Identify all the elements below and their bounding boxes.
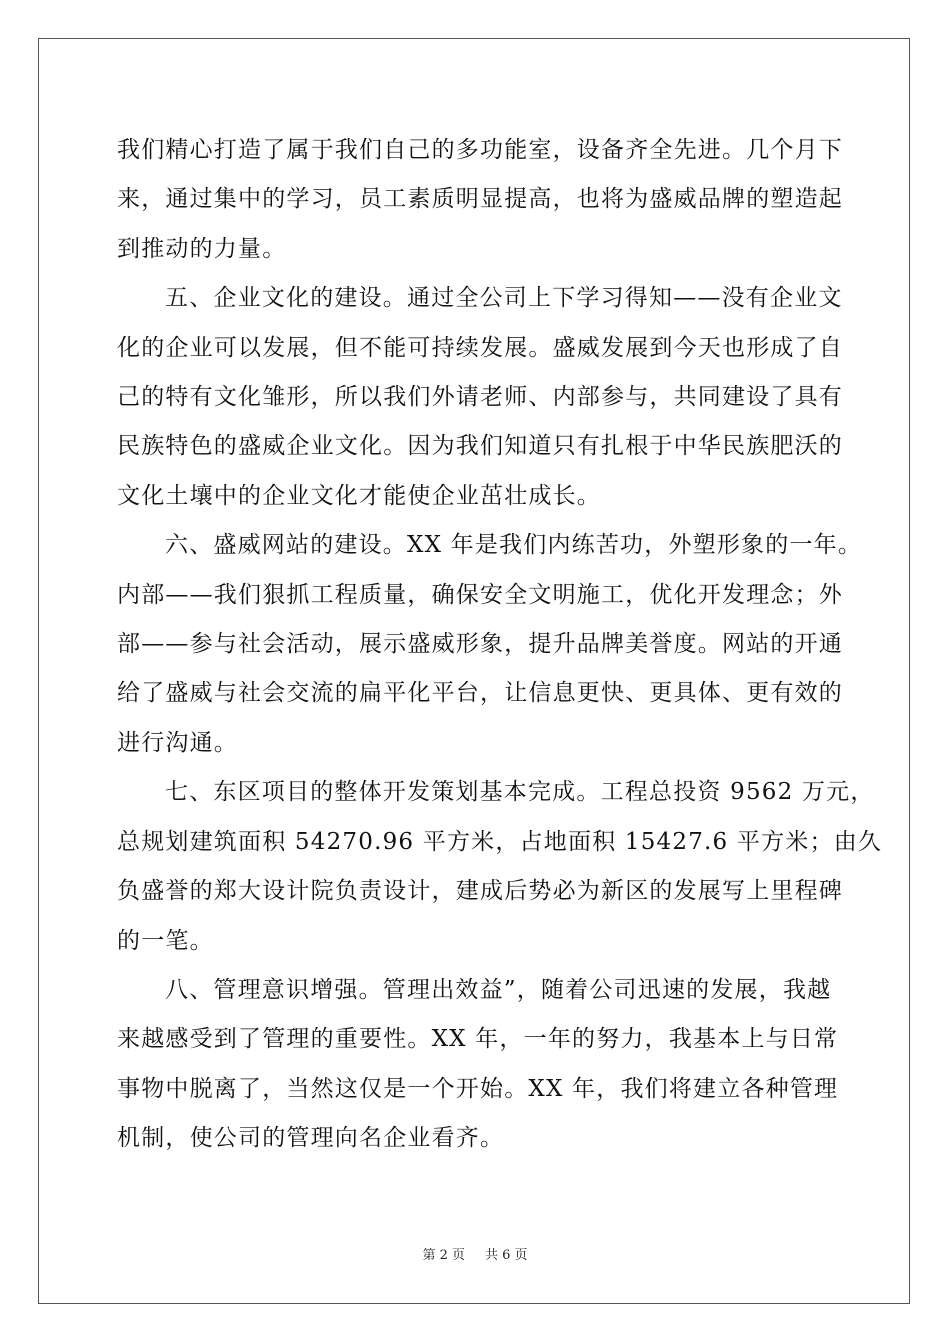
document-body bbox=[117, 126, 883, 1164]
text-line: 民族特色的盛威企业文化。因为我们知道只有扎根于中华民族肥沃的 bbox=[117, 433, 843, 460]
page-footer bbox=[0, 1244, 950, 1263]
text-line: 来越感受到了管理的重要性。XX 年，一年的努力，我基本上与日常 bbox=[117, 1026, 839, 1053]
page-total: 共 6 页 bbox=[485, 1248, 528, 1263]
text-line: 内部——我们狠抓工程质量，确保安全文明施工，优化开发理念；外 bbox=[117, 581, 843, 608]
text-line: 己的特有文化雏形，所以我们外请老师、内部参与，共同建设了具有 bbox=[117, 384, 843, 411]
text-line: 化的企业可以发展，但不能可持续发展。盛威发展到今天也形成了自 bbox=[117, 334, 843, 361]
text-line: 七、东区项目的整体开发策划基本完成。工程总投资 9562 万元， bbox=[165, 779, 875, 806]
text-line: 进行沟通。 bbox=[117, 729, 238, 756]
text-line: 机制，使公司的管理向名企业看齐。 bbox=[117, 1125, 505, 1152]
text-line: 八、管理意识增强。管理出效益”，随着公司迅速的发展，我越 bbox=[165, 976, 832, 1003]
paragraph-section-5 bbox=[117, 274, 843, 521]
paragraph-section-8 bbox=[117, 966, 839, 1164]
paragraph-continuation bbox=[117, 126, 843, 274]
text-line: 部——参与社会活动，展示盛威形象，提升品牌美誉度。网站的开通 bbox=[117, 631, 843, 658]
text-line: 负盛誉的郑大设计院负责设计，建成后势必为新区的发展写上里程碑 bbox=[117, 878, 843, 905]
text-line: 文化土壤中的企业文化才能使企业茁壮成长。 bbox=[117, 482, 601, 509]
text-line: 给了盛威与社会交流的扁平化平台，让信息更快、更具体、更有效的 bbox=[117, 680, 843, 707]
text-line: 事物中脱离了，当然这仅是一个开始。XX 年，我们将建立各种管理 bbox=[117, 1075, 839, 1102]
text-line: 五、企业文化的建设。通过全公司上下学习得知——没有企业文 bbox=[165, 285, 843, 312]
page-number: 第 2 页 bbox=[422, 1248, 465, 1263]
text-line: 来，通过集中的学习，员工素质明显提高，也将为盛威品牌的塑造起 bbox=[117, 186, 843, 213]
paragraph-section-6 bbox=[117, 521, 863, 768]
paragraph-section-7 bbox=[117, 768, 883, 966]
text-line: 的一笔。 bbox=[117, 927, 214, 954]
text-line: 到推动的力量。 bbox=[117, 235, 287, 262]
text-line: 总规划建筑面积 54270.96 平方米，占地面积 15427.6 平方米；由久 bbox=[117, 828, 883, 855]
text-line: 六、盛威网站的建设。XX 年是我们内练苦功，外塑形象的一年。 bbox=[165, 532, 863, 559]
text-line: 我们精心打造了属于我们自己的多功能室，设备齐全先进。几个月下 bbox=[117, 137, 843, 163]
